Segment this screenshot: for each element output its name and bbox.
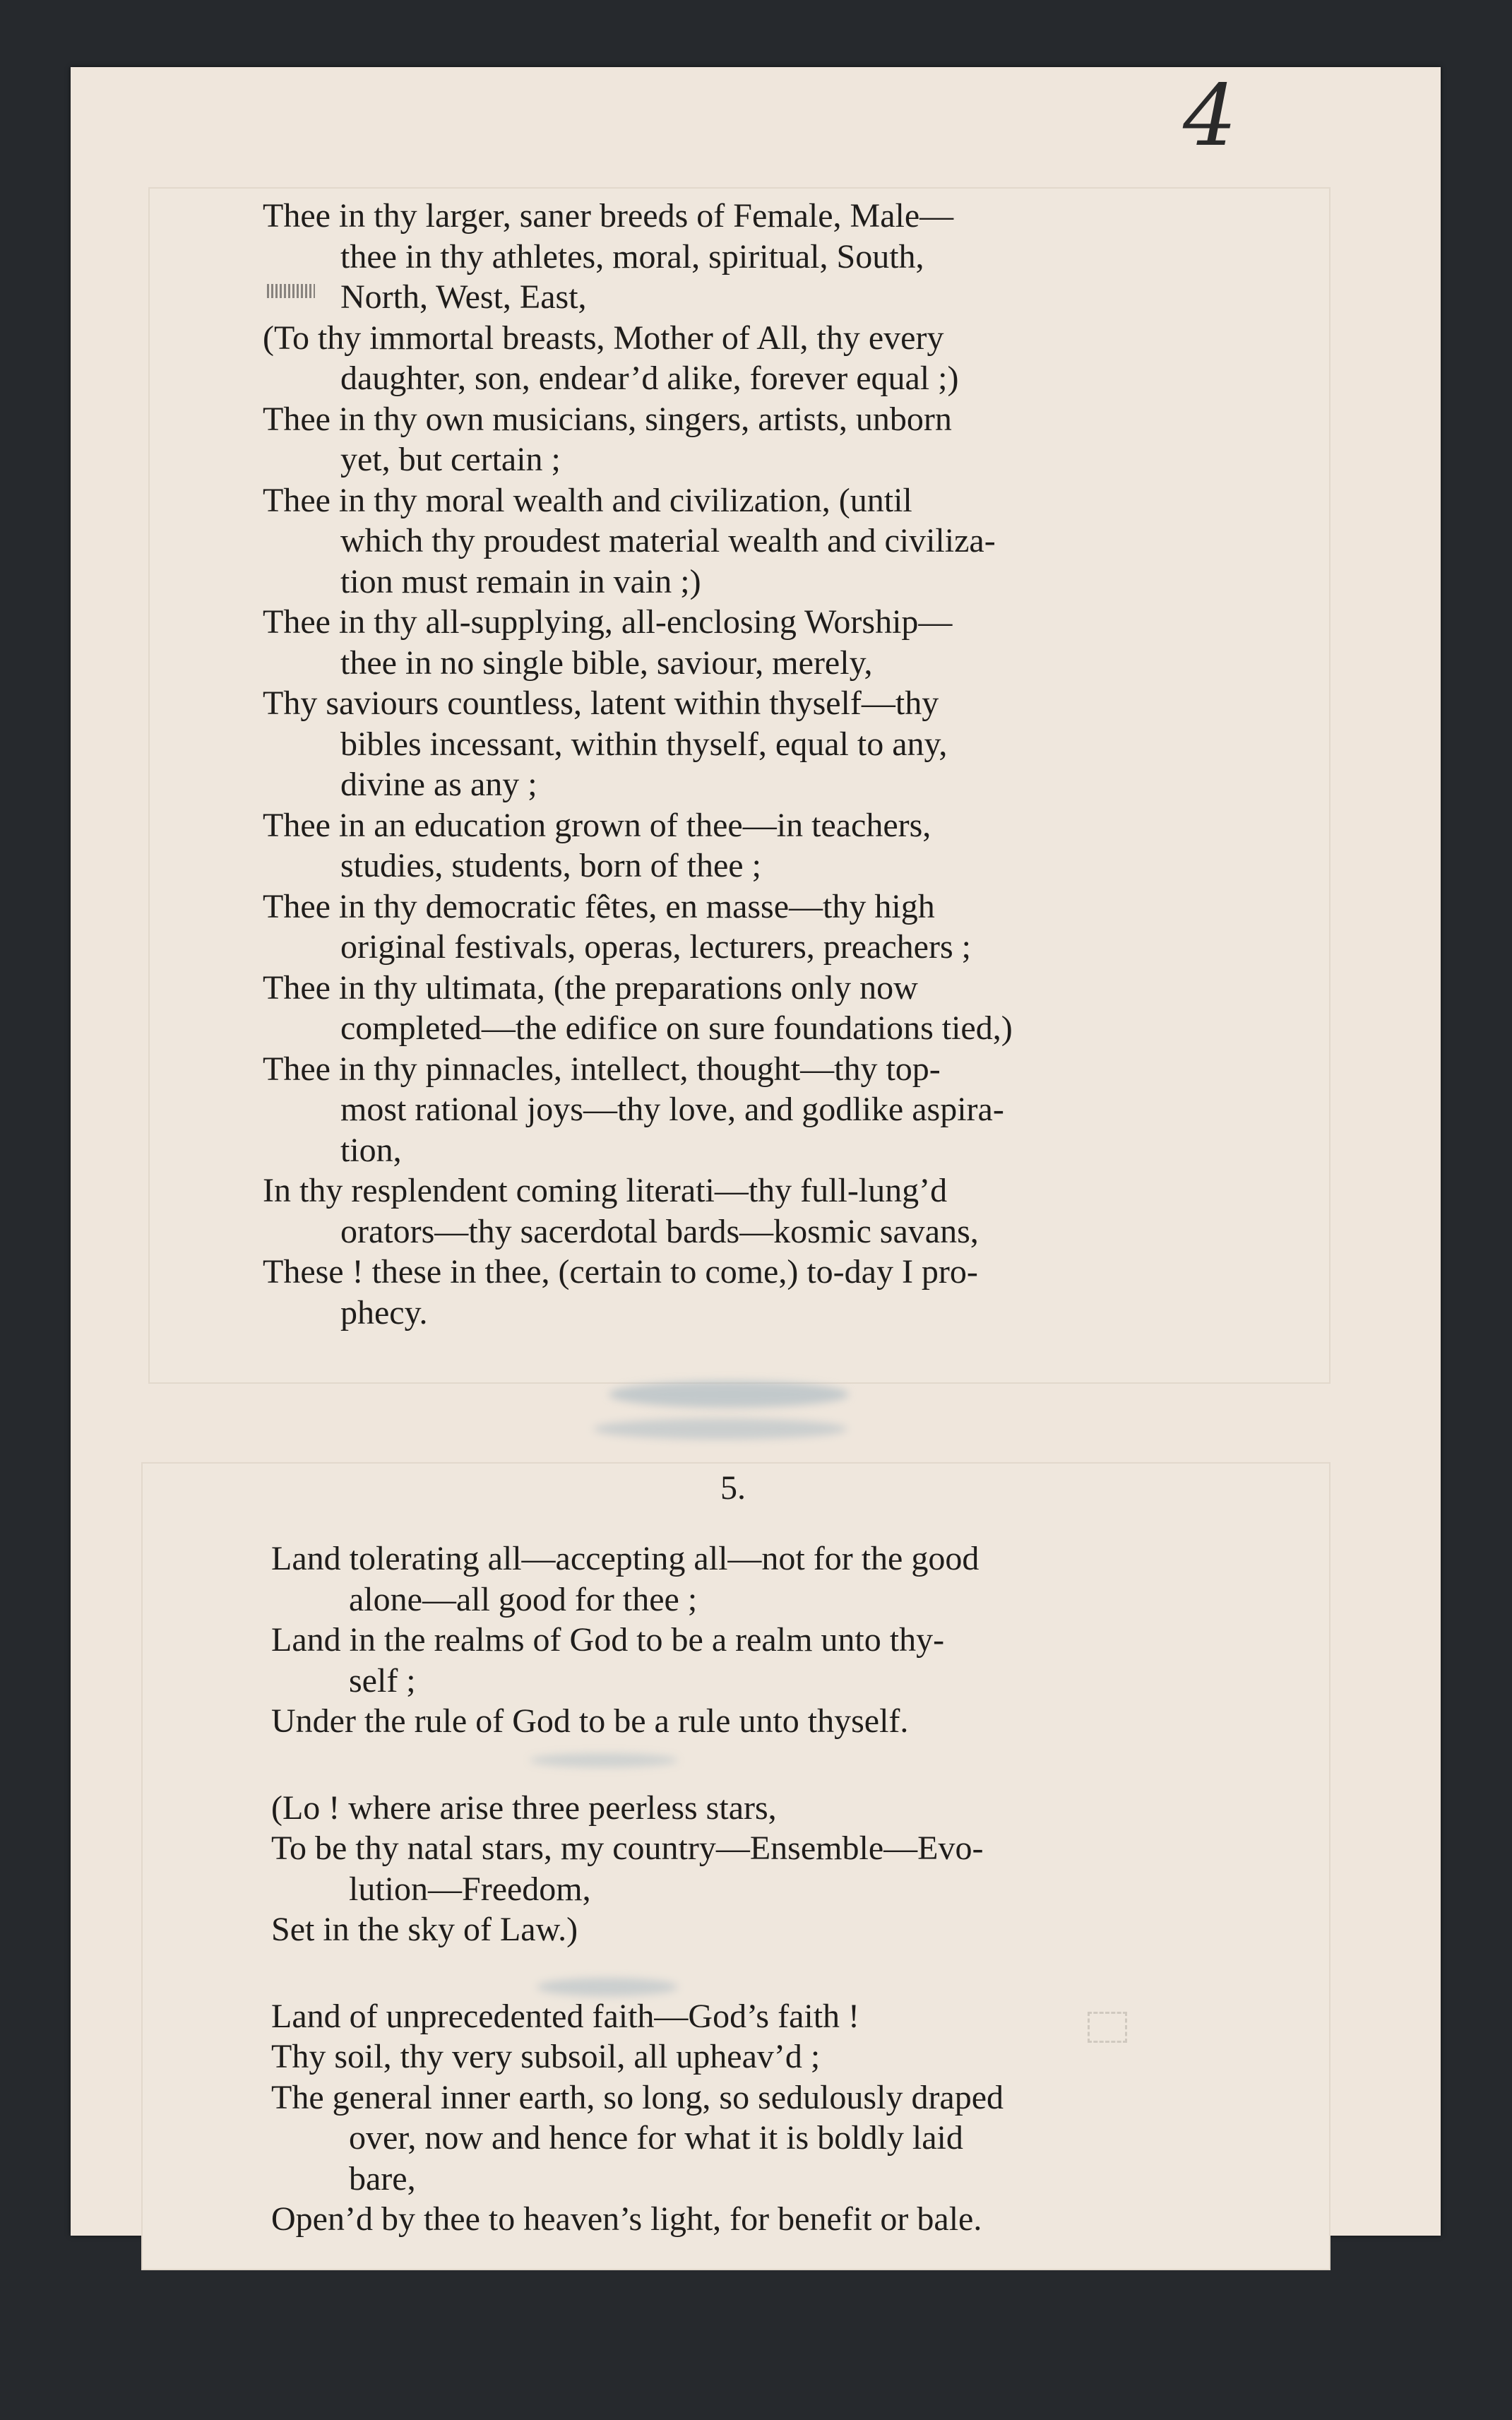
poem-line: To be thy natal stars, my country—Ensemble—Evo- bbox=[271, 1829, 984, 1867]
poem-line: Land in the realms of God to be a realm unto thy- bbox=[271, 1621, 945, 1659]
poem-section-4 bbox=[263, 196, 1216, 1333]
poem-line: phecy. bbox=[340, 1293, 428, 1331]
poem-line: thee in no single bible, saviour, merely, bbox=[340, 643, 873, 682]
blue-pencil-mark bbox=[530, 1753, 678, 1767]
poem-line: (To thy immortal breasts, Mother of All, thy every bbox=[263, 319, 944, 357]
poem-line: yet, but certain ; bbox=[340, 441, 561, 478]
stanza-break bbox=[271, 1950, 1225, 1996]
stanza-break bbox=[271, 1742, 1225, 1788]
poem-line: Land of unprecedented faith—God’s faith ! bbox=[271, 1997, 860, 2035]
poem-line: alone—all good for thee ; bbox=[349, 1580, 698, 1618]
poem-line: Under the rule of God to be a rule unto thyself. bbox=[271, 1702, 909, 1740]
poem-line: lution—Freedom, bbox=[349, 1870, 591, 1908]
poem-line: Thee in thy pinnacles, intellect, thought—thy top- bbox=[263, 1050, 941, 1088]
poem-line: Thee in thy democratic fêtes, en masse—thy high bbox=[263, 887, 935, 925]
poem-line: (Lo ! where arise three peerless stars, bbox=[271, 1789, 777, 1827]
poem-line: tion, bbox=[340, 1131, 402, 1169]
poem-line: In thy resplendent coming literati—thy full-lung’d bbox=[263, 1172, 948, 1209]
poem-line: Thee in thy moral wealth and civilization, (until bbox=[263, 481, 912, 519]
poem-line: Thy soil, thy very subsoil, all upheav’d ; bbox=[271, 2038, 821, 2075]
poem-line: Set in the sky of Law.) bbox=[271, 1911, 578, 1948]
poem-line: Thee in thy own musicians, singers, artists, unborn bbox=[263, 400, 952, 438]
poem-line: which thy proudest material wealth and civiliza- bbox=[340, 522, 996, 559]
poem-line: self ; bbox=[349, 1661, 416, 1700]
poem-line: Land tolerating all—accepting all—not for the good bbox=[271, 1540, 980, 1577]
poem-line: Thee in thy ultimata, (the preparations only now bbox=[263, 968, 918, 1007]
poem-line: The general inner earth, so long, so sedulously draped bbox=[271, 2078, 1004, 2116]
blue-pencil-mark bbox=[537, 1978, 678, 1996]
poem-line: These ! these in thee, (certain to come,) to-day I pro- bbox=[263, 1253, 978, 1291]
poem-line: completed—the edifice on sure foundations tied,) bbox=[340, 1009, 1013, 1047]
pencil-bracket-mark bbox=[1088, 2012, 1127, 2043]
handwritten-page-number: 4 bbox=[1183, 67, 1237, 165]
poem-section-5 bbox=[271, 1538, 1225, 2240]
poem-line: bibles incessant, within thyself, equal to any, bbox=[340, 725, 948, 763]
poem-line: orators—thy sacerdotal bards—kosmic savans, bbox=[340, 1212, 979, 1250]
poem-line: bare, bbox=[349, 2159, 416, 2197]
section-number: 5. bbox=[720, 1469, 746, 1507]
blue-pencil-mark bbox=[609, 1381, 849, 1408]
poem-line: thee in thy athletes, moral, spiritual, South, bbox=[340, 237, 924, 275]
poem-line: tion must remain in vain ;) bbox=[340, 562, 701, 600]
poem-line: studies, students, born of thee ; bbox=[340, 847, 761, 884]
poem-line: Thee in an education grown of thee—in teachers, bbox=[263, 806, 931, 844]
poem-line: Thee in thy all-supplying, all-enclosing Worship— bbox=[263, 603, 953, 641]
poem-line: original festivals, operas, lecturers, preachers ; bbox=[340, 928, 971, 966]
poem-line: North, West, East, bbox=[340, 278, 587, 316]
poem-line: Open’d by thee to heaven’s light, for benefit or bale. bbox=[271, 2200, 982, 2238]
poem-line: daughter, son, endear’d alike, forever equal ;) bbox=[340, 360, 959, 397]
poem-line: divine as any ; bbox=[340, 766, 537, 803]
poem-line: over, now and hence for what it is boldly laid bbox=[349, 2119, 963, 2157]
blue-pencil-mark bbox=[593, 1418, 847, 1440]
poem-line: most rational joys—thy love, and godlike aspira- bbox=[340, 1091, 1004, 1128]
poem-line: Thee in thy larger, saner breeds of Female, Male— bbox=[263, 197, 954, 235]
poem-line: Thy saviours countless, latent within thyself—thy bbox=[263, 684, 939, 722]
